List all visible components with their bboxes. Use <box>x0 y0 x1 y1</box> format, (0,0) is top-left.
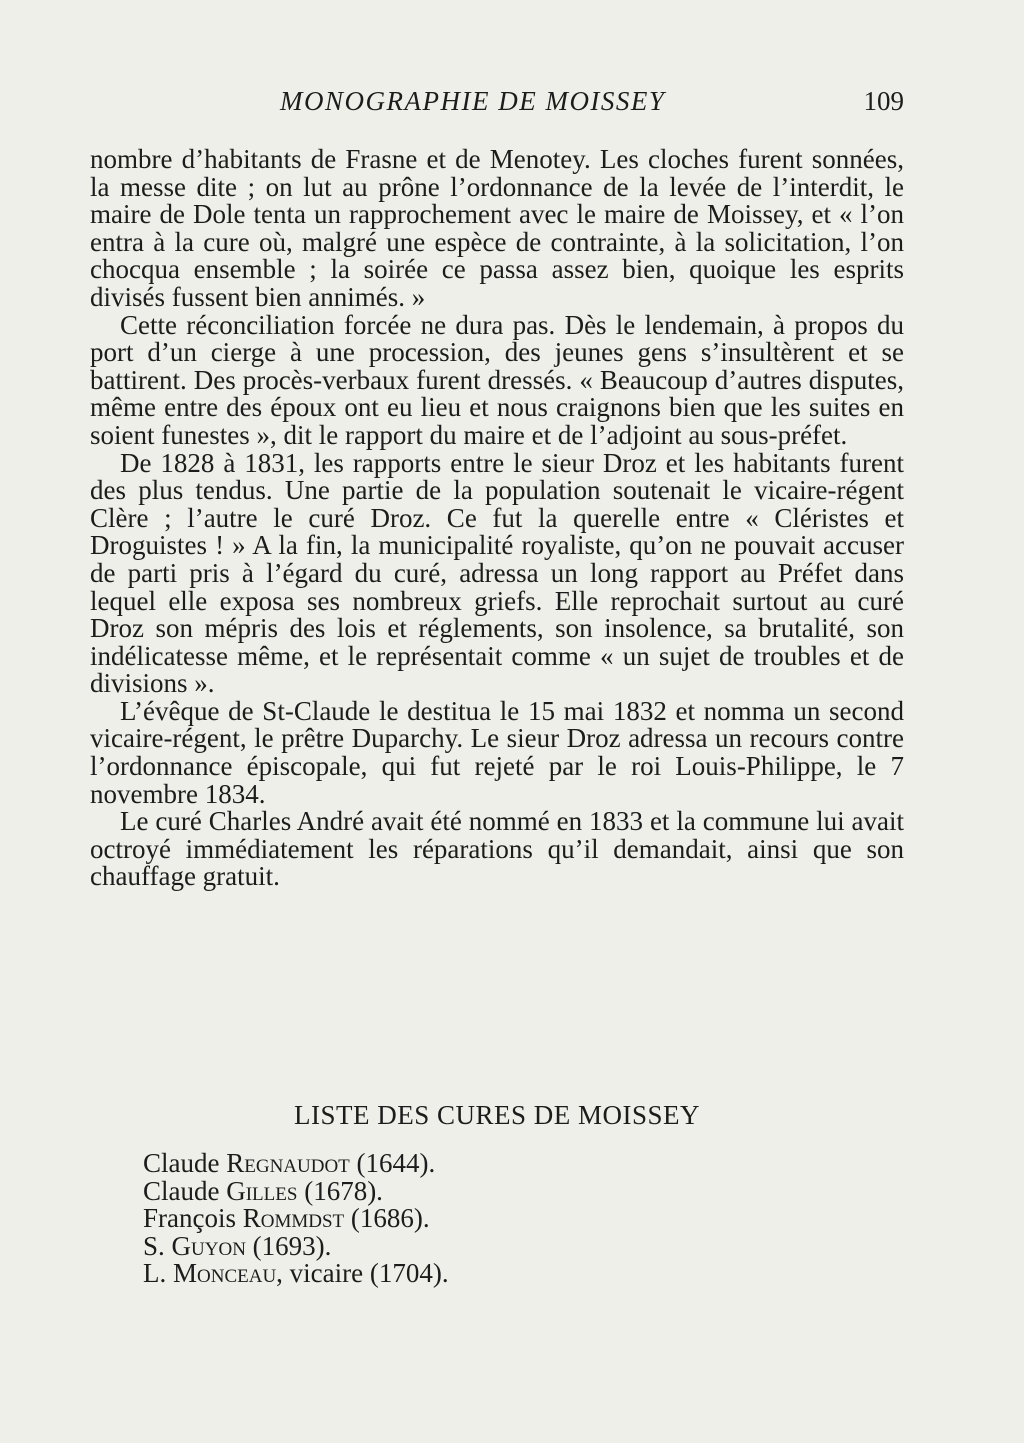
list-item <box>143 1205 843 1233</box>
paragraph: Le curé Charles André avait été nommé en 1833 et la commune lui avait octroyé immédiatement les réparations qu’il demandait, ainsi que son chauffage gratuit. <box>90 806 904 892</box>
running-title: MONOGRAPHIE DE MOISSEY <box>280 86 666 116</box>
given-name: S. <box>143 1230 165 1261</box>
paragraph: L’évêque de St-Claude le destitua le 15 mai 1832 et nomma un second vicaire-régent, le prêtre Duparchy. Le sieur Droz adressa un recours contre l’ordonnance épiscopale, qui fut rejeté par le roi Louis-Philippe, le 7 novembre 1834. <box>90 695 904 809</box>
entry-detail: (1644). <box>356 1148 436 1178</box>
given-name: L. <box>143 1258 167 1289</box>
cure-list <box>143 1150 843 1288</box>
surname: Rommdst <box>242 1203 345 1234</box>
entry-detail: vicaire (1704). <box>289 1258 449 1289</box>
paragraph: Cette réconciliation forcée ne dura pas. Dès le lendemain, à propos du port d’un cierge à une procession, des jeunes gens s’insultèrent et se battirent. Des procès-verbaux furent dressés. « Beaucoup d’autres disputes, même entre des époux ont eu lieu et nous craignons bien que les suites en soient funestes », dit le rapport du maire et de l’adjoint au sous-préfet. <box>90 309 904 450</box>
running-header <box>90 86 904 120</box>
list-item <box>143 1150 843 1178</box>
section-heading: LISTE DES CURES DE MOISSEY <box>293 1100 701 1130</box>
paragraph: nombre d’habitants de Frasne et de Menotey. Les cloches furent sonnées, la messe dite ; on lut au prône l’ordonnance de la levée de l’interdit, le maire de Dole tenta un rapprochement avec le maire de Moissey, et « l’on entra à la cure où, malgré une espèce de contrainte, à la solicitation, l’on chocqua ensemble ; la soirée ce passa assez bien, quoique les esprits divisés fussent bien annimés. » <box>90 144 904 312</box>
entry-detail: (1686). <box>350 1203 430 1234</box>
body-text <box>90 146 904 891</box>
paragraph: De 1828 à 1831, les rapports entre le sieur Droz et les habitants furent des plus tendus. Une partie de la population soutenait le vicaire-régent Clère ; l’autre le curé Droz. Ce fut la querelle entre « Cléristes et Droguistes ! » A la fin, la municipalité royaliste, qu’on ne pouvait accuser de parti pris à l’égard du curé, adressa un long rapport au Préfet dans lequel elle exposa ses nombreux griefs. Elle reprochait surtout au curé Droz son mépris des lois et réglements, son insolence, sa brutalité, son indélicatesse même, et le représentait comme « un sujet de troubles et de divisions ». <box>90 447 904 699</box>
list-item <box>143 1175 843 1206</box>
given-name: Claude <box>143 1175 220 1206</box>
surname: Regnaudot <box>226 1148 350 1178</box>
list-item <box>143 1230 843 1261</box>
surname: Monceau, <box>173 1258 283 1289</box>
entry-detail: (1678). <box>304 1175 383 1206</box>
given-name: François <box>143 1203 236 1234</box>
entry-detail: (1693). <box>252 1230 332 1261</box>
list-item <box>143 1260 843 1288</box>
surname: Guyon <box>171 1230 246 1261</box>
page-number: 109 <box>863 86 904 116</box>
surname: Gilles <box>226 1175 298 1206</box>
given-name: Claude <box>143 1148 220 1178</box>
